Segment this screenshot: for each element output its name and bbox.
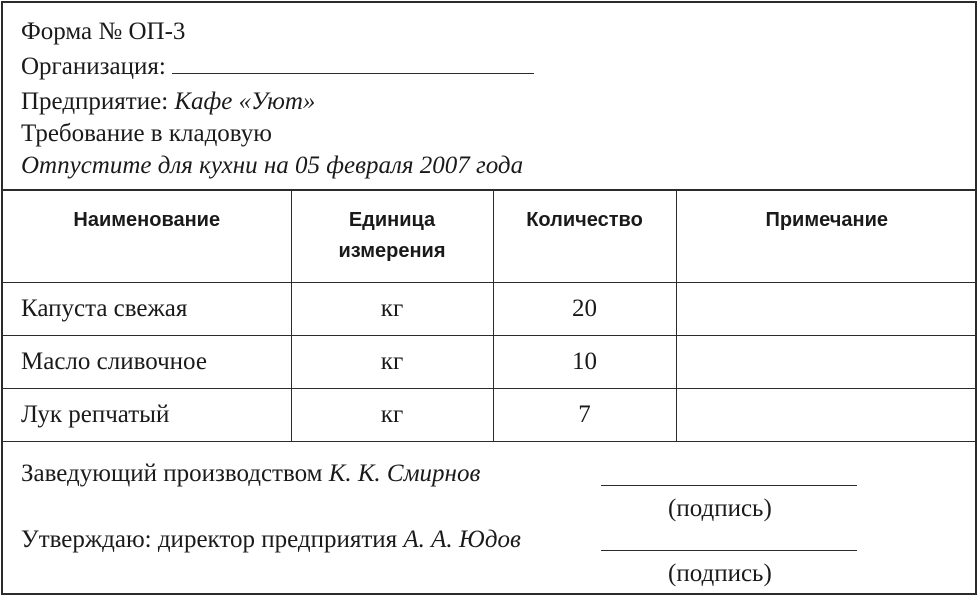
approve-signature-caption: (подпись)	[668, 560, 772, 587]
row-quantity: 7	[493, 388, 676, 441]
row-note	[676, 388, 977, 441]
organization-blank	[172, 51, 534, 74]
row-unit: кг	[291, 282, 493, 335]
organization-label: Организация:	[21, 53, 166, 80]
column-header-note: Примечание	[676, 191, 977, 282]
row-name: Капуста свежая	[3, 282, 291, 335]
row-unit: кг	[291, 335, 493, 388]
row-unit: кг	[291, 388, 493, 441]
items-table	[3, 191, 977, 442]
approve-label: Утверждаю: директор предприятия	[21, 526, 398, 553]
head-line	[21, 459, 480, 489]
row-note	[676, 335, 977, 388]
row-name: Масло сливочное	[3, 335, 291, 388]
row-quantity: 20	[493, 282, 676, 335]
table-row	[3, 388, 977, 441]
form-number: Форма № ОП-3	[21, 18, 186, 45]
table-row	[3, 282, 977, 335]
approve-name: А. А. Юдов	[403, 526, 521, 553]
column-header-unit: Единица измерения	[291, 191, 493, 282]
requisition-form	[1, 1, 977, 595]
head-name: К. К. Смирнов	[328, 460, 481, 487]
head-signature-line	[601, 485, 857, 486]
head-signature-caption: (подпись)	[668, 495, 772, 522]
organization-line	[21, 51, 534, 82]
row-note	[676, 282, 977, 335]
column-header-name: Наименование	[3, 191, 291, 282]
approve-line	[21, 525, 521, 555]
table-row	[3, 335, 977, 388]
row-name: Лук репчатый	[3, 388, 291, 441]
enterprise-label: Предприятие:	[21, 88, 169, 115]
enterprise-value: Кафе «Уют»	[174, 88, 316, 115]
form-header	[3, 3, 975, 191]
enterprise-line	[21, 87, 315, 117]
table-header-row	[3, 191, 977, 282]
column-header-quantity: Количество	[493, 191, 676, 282]
head-label: Заведующий производством	[21, 460, 323, 487]
document-title: Требование в кладовую	[21, 120, 272, 147]
approve-signature-line	[601, 550, 857, 551]
release-note: Отпустите для кухни на 05 февраля 2007 года	[21, 152, 524, 179]
row-quantity: 10	[493, 335, 676, 388]
